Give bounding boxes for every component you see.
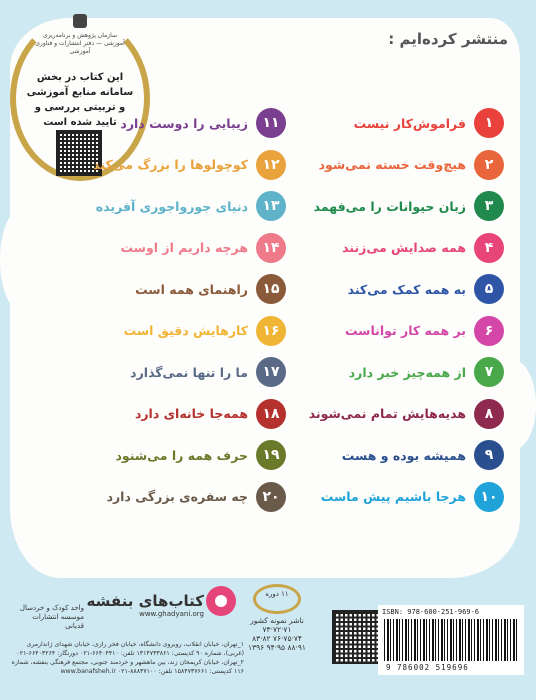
book-item — [319, 150, 504, 180]
book-number-circle: ۱۴ — [256, 233, 286, 263]
publisher-institute: موسسه انتشارات قدیانی — [32, 613, 84, 630]
book-number-circle: ۱ — [474, 108, 504, 138]
publisher-name: کتاب‌های بنفشه — [86, 592, 204, 610]
book-number-circle: ۹ — [474, 440, 504, 470]
book-title: همه‌جا خانه‌ای دارد — [134, 406, 248, 421]
book-item — [342, 233, 504, 263]
badge-org: سازمان پژوهش و برنامه‌ریزی آموزشی — دفتر انتشارات و فناوری آموزشی — [35, 32, 125, 55]
publisher-unit: واحد کودک و خردسال — [19, 604, 84, 612]
book-number-circle: ۱۸ — [256, 399, 286, 429]
award-years: ۷۱·۷۲·۷۳ ۷۴·۷۵·۷۶ ۸۲·۸۳ ۹۱·۸۸ ۹۵·۹۴ ۱۳۹۶ — [248, 625, 306, 652]
book-title: همیشه بوده و هست — [341, 447, 466, 463]
publisher-side — [12, 604, 84, 631]
book-number-circle: ۷ — [474, 357, 504, 387]
isbn-digits: 9 786002 519696 — [386, 663, 469, 672]
badge-message: این کتاب در بخش سامانه منابع آموزشی و تربیتی بررسی و تایید شده است — [26, 72, 134, 128]
book-title: کوچولوها را بزرگ می‌کند — [93, 157, 248, 172]
book-title: کارهایش دقیق است — [123, 323, 248, 338]
book-number-circle: ۱۶ — [256, 316, 286, 346]
book-number-circle: ۱۹ — [256, 440, 286, 470]
book-number-circle: ۱۱ — [256, 108, 286, 138]
book-item — [309, 399, 504, 429]
publisher-website: www.ghadyani.org — [139, 610, 204, 618]
book-number-circle: ۶ — [474, 316, 504, 346]
book-item — [96, 191, 286, 221]
address-line-2: ۲_تهران، خیابان کریمخان زند، بین ماهشهر و خردمند جنوبی، مجتمع فرهنگی بنفشه، شماره ۱۱۶ کدپستی: ۱۵۸۴۷۳۷۶۶۱ تلفن: ۸۸۸۳۷۱۰۰-۰۲۱ www.banafsheh.ir — [11, 659, 244, 675]
book-item — [120, 108, 286, 138]
book-title: هدیه‌هایش تمام نمی‌شوند — [308, 406, 466, 421]
publisher-address — [8, 640, 244, 676]
emblem-icon — [73, 14, 87, 28]
address-line-1: ۱_تهران، خیابان انقلاب، روبروی دانشگاه، خیابان فخر رازی، خیابان شهدای ژاندارمری (غربی)، شماره ۹۰ کدپستی: ۱۳۱۴۷۳۳۸۶۱ تلفن: ۶۶۴۰۴۴۱۰-۰۲۱ دورنگار: ۶۶۴۰۳۲۶۴-۰۲۱ — [16, 641, 244, 657]
cloud-bump — [0, 210, 40, 310]
book-number-circle: ۳ — [474, 191, 504, 221]
book-title: فراموش‌کار نیست — [353, 115, 466, 131]
book-title: به همه کمک می‌کند — [347, 281, 466, 297]
book-number-circle: ۸ — [474, 399, 504, 429]
isbn-barcode — [378, 605, 524, 675]
barcode-icon — [384, 619, 518, 661]
award-top: ۱۱ دوره — [265, 590, 289, 598]
isbn-label: ISBN: 978-600-251-969-6 — [382, 608, 479, 616]
book-number-circle: ۱۲ — [256, 150, 286, 180]
book-number-circle: ۵ — [474, 274, 504, 304]
book-item — [107, 482, 286, 512]
book-number-circle: ۴ — [474, 233, 504, 263]
book-number-circle: ۱۷ — [256, 357, 286, 387]
book-item — [130, 357, 286, 387]
book-title: حرف همه را می‌شنود — [115, 447, 248, 463]
book-number-circle: ۲ — [474, 150, 504, 180]
book-item — [124, 316, 286, 346]
book-title: زیبایی را دوست دارد — [120, 115, 248, 131]
book-item — [321, 482, 504, 512]
book-number-circle: ۱۰ — [474, 482, 504, 512]
award-circle — [253, 584, 301, 614]
book-item — [135, 274, 286, 304]
book-title: ما را تنها نمی‌گذارد — [130, 364, 248, 380]
book-number-circle: ۱۳ — [256, 191, 286, 221]
book-title: هرچه داریم از اوست — [120, 240, 248, 255]
publisher-logo — [86, 586, 242, 620]
book-title: راهنمای همه است — [135, 281, 248, 297]
book-item — [115, 440, 286, 470]
book-item — [354, 108, 504, 138]
book-title: از همه‌چیز خبر دارد — [348, 364, 466, 380]
book-item — [120, 233, 286, 263]
book-item — [314, 191, 504, 221]
flower-logo-icon — [206, 586, 236, 616]
award-middle: ناشر نمونه کشور — [250, 616, 304, 625]
book-title: بر همه کار تواناست — [344, 323, 466, 338]
page-heading: منتشر کرده‌ایم : — [388, 30, 508, 48]
book-title: زبان حیوانات را می‌فهمد — [313, 198, 466, 214]
book-number-circle: ۱۵ — [256, 274, 286, 304]
book-title: هیچ‌وقت خسته نمی‌شود — [318, 157, 466, 172]
award-seal — [248, 584, 306, 670]
book-title: چه سفره‌ی بزرگی دارد — [106, 489, 248, 504]
book-title: هرجا باشیم پیش ماست — [320, 489, 466, 504]
book-title: همه صدایش می‌زنند — [342, 240, 466, 255]
book-title: دنیای جورواجوری آفریده — [95, 198, 248, 214]
book-number-circle: ۲۰ — [256, 482, 286, 512]
book-item — [93, 150, 286, 180]
book-item — [345, 316, 504, 346]
book-item — [135, 399, 286, 429]
book-item — [349, 357, 504, 387]
book-item — [342, 440, 504, 470]
book-item — [348, 274, 504, 304]
